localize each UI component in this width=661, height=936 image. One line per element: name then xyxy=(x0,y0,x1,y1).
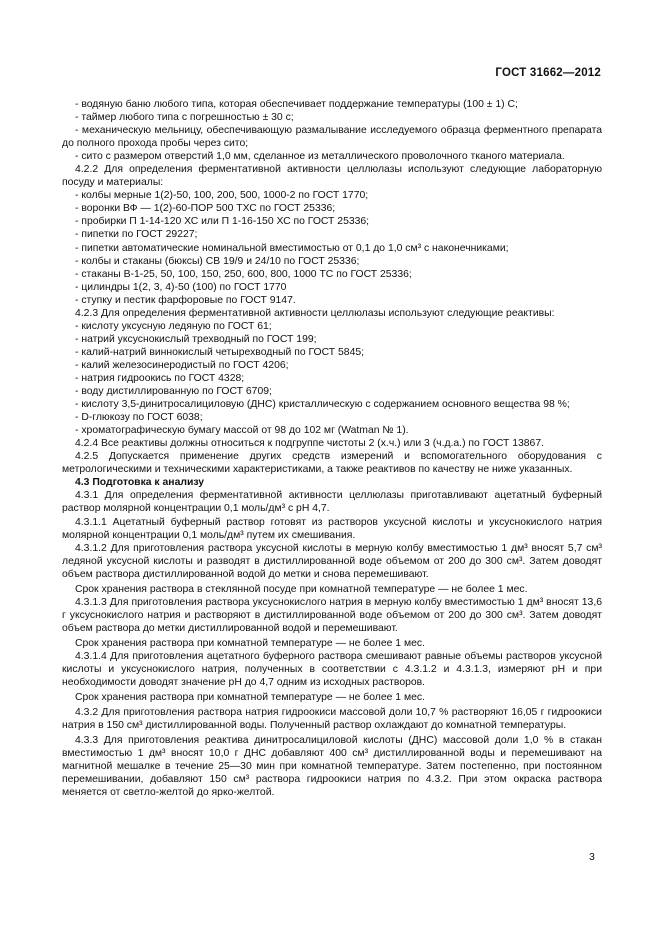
paragraph: 4.3 Подготовка к анализу xyxy=(75,477,205,489)
paragraph: - таймер любого типа с погрешностью ± 30 с; xyxy=(75,112,294,124)
document-header: ГОСТ 31662—2012 xyxy=(495,67,601,79)
paragraph: - кислоту 3,5-динитросалициловую (ДНС) кристаллическую с содержанием основного вещества 98 %; xyxy=(75,399,570,411)
paragraph: 4.3.1.3 Для приготовления раствора уксуснокислого натрия в мерную колбу вместимостью 1 дм³ вносят 13,6 г уксуснокислого натрия и растворяют в дистиллированной воде объемом от 200 до 300 см³. Затем доводят объем раствора до метки дистиллированной водой и перемешивают. xyxy=(62,596,602,634)
paragraph: - сито с размером отверстий 1,0 мм, сделанное из металлического проволочного тканого материала. xyxy=(75,151,565,163)
paragraph: - натрий уксуснокислый трехводный по ГОСТ 199; xyxy=(75,333,317,345)
paragraph: - натрия гидроокись по ГОСТ 4328; xyxy=(75,372,245,384)
document-body xyxy=(62,98,602,799)
paragraph: - хроматографическую бумагу массой от 98 до 102 мг (Watman № 1). xyxy=(75,425,409,437)
paragraph: - ступку и пестик фарфоровые по ГОСТ 9147. xyxy=(75,294,296,306)
paragraph: - пипетки по ГОСТ 29227; xyxy=(75,229,198,241)
paragraph: - пипетки автоматические номинальной вместимостью от 0,1 до 1,0 см³ с наконечниками; xyxy=(75,242,509,254)
paragraph: 4.2.5 Допускается применение других средств измерений и вспомогательного оборудования с метрологическими и техническими характеристиками, а также реактивов по качеству не ниже указанных. xyxy=(62,451,602,476)
paragraph: 4.3.1.1 Ацетатный буферный раствор готовят из растворов уксусной кислоты и уксуснокислого натрия молярной концентрации 0,1 моль/дм³ путем их смешивания. xyxy=(62,516,602,541)
paragraph: - воду дистиллированную по ГОСТ 6709; xyxy=(75,386,272,398)
paragraph: 4.2.3 Для определения ферментативной активности целлюлазы используют следующие реактивы: xyxy=(75,307,555,319)
paragraph: - кислоту уксусную ледяную по ГОСТ 61; xyxy=(75,320,272,332)
paragraph: 4.3.2 Для приготовления раствора натрия гидроокиси массовой доли 10,7 % растворяют 16,05 г гидроокиси натрия в 150 см³ дистиллированной воды. Полученный раствор охлаждают до комнатной температуры. xyxy=(62,707,602,732)
paragraph: - водяную баню любого типа, которая обеспечивает поддержание температуры (100 ± 1) С; xyxy=(75,99,518,110)
paragraph: Срок хранения раствора при комнатной температуре — не более 1 мес. xyxy=(75,637,425,649)
paragraph: - калий железосинеродистый по ГОСТ 4206; xyxy=(75,359,289,371)
paragraph: 4.2.4 Все реактивы должны относиться к подгруппе чистоты 2 (х.ч.) или 3 (ч.д.а.) по ГОСТ 13867. xyxy=(75,438,545,450)
paragraph: - воронки ВФ — 1(2)-60-ПОР 500 ТХС по ГОСТ 25336; xyxy=(75,203,336,215)
paragraph: - цилиндры 1(2, 3, 4)-50 (100) по ГОСТ 1770 xyxy=(75,281,287,293)
paragraph: - колбы и стаканы (бюксы) СВ 19/9 и 24/10 по ГОСТ 25336; xyxy=(75,255,360,267)
paragraph: 4.3.3 Для приготовления реактива динитросалициловой кислоты (ДНС) массовой доли 1,0 % в стакан вместимостью 1 дм³ вносят 10,0 г ДНС добавляют 400 см³ дистиллированной воды и перемешивают на магнитной мешалке в течение 25—30 мин при комнатной температуре. Затем постепенно, при постоянном перемешивании, добавляют 150 см³ раствора гидроокиси натрия по 4.3.2. При этом окраска раствора меняется от светло-желтой до ярко-желтой. xyxy=(62,735,602,799)
paragraph: 4.3.1 Для определения ферментативной активности целлюлазы приготавливают ацетатный буферный раствор молярной концентрации 0,1 моль/дм³ с pH 4,7. xyxy=(62,490,602,515)
paragraph: - пробирки П 1-14-120 ХС или П 1-16-150 ХС по ГОСТ 25336; xyxy=(75,216,370,228)
paragraph: - колбы мерные 1(2)-50, 100, 200, 500, 1000-2 по ГОСТ 1770; xyxy=(75,190,369,202)
paragraph: Срок хранения раствора в стеклянной посуде при комнатной температуре — не более 1 мес. xyxy=(75,583,528,595)
paragraph: 4.2.2 Для определения ферментативной активности целлюлазы используют следующие лабораторную посуду и материалы: xyxy=(62,164,602,189)
paragraph: - D-глюкозу по ГОСТ 6038; xyxy=(75,412,203,424)
paragraph: Срок хранения раствора при комнатной температуре — не более 1 мес. xyxy=(75,692,425,704)
paragraph: 4.3.1.2 Для приготовления раствора уксусной кислоты в мерную колбу вместимостью 1 дм³ вносят 5,7 см³ ледяной уксусной кислоты и разводят в дистиллированной воде объемом от 200 до 300 см³. Затем доводят объем раствора дистиллированной водой до метки и снова перемешивают. xyxy=(62,542,602,580)
paragraph: - стаканы В-1-25, 50, 100, 150, 250, 600, 800, 1000 ТС по ГОСТ 25336; xyxy=(75,268,412,280)
page-number: 3 xyxy=(589,851,595,863)
paragraph: - механическую мельницу, обеспечивающую размалывание исследуемого образца ферментного препарата до полного прохода пробы через сито; xyxy=(62,125,602,150)
paragraph: - калий-натрий виннокислый четырехводный по ГОСТ 5845; xyxy=(75,346,365,358)
paragraph: 4.3.1.4 Для приготовления ацетатного буферного раствора смешивают равные объемы растворов уксусной кислоты и уксуснокислого натрия, полученных в соответствии с 4.3.1.2 и 4.3.1.3, измеряют pH и при необходимости доводят значение pH до 4,7 одним из исходных растворов. xyxy=(62,650,602,689)
